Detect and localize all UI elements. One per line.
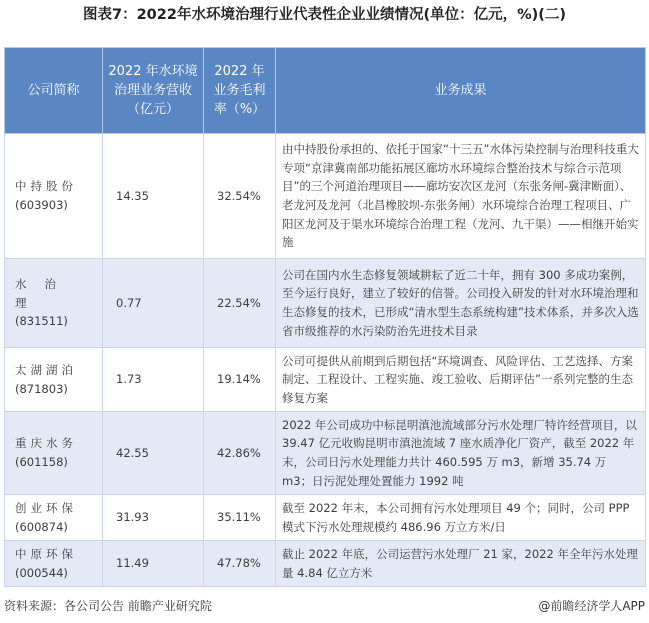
table-row <box>5 348 646 412</box>
table-header-row <box>5 48 646 134</box>
company-name: 中原环保 <box>15 546 77 561</box>
margin-cell: 19.14% <box>204 348 276 412</box>
margin-cell: 35.11% <box>204 495 276 541</box>
revenue-cell: 0.77 <box>103 259 204 348</box>
header-revenue: 2022 年水环境治理业务营收（亿元） <box>103 48 204 134</box>
revenue-cell: 31.93 <box>103 495 204 541</box>
revenue-cell: 42.55 <box>103 412 204 495</box>
revenue-cell: 14.35 <box>103 134 204 259</box>
results-cell: 公司在国内水生态修复领域耕耘了近二十年，拥有 300 多成功案例，至今运行良好，建立了较好的信誉。公司投入研发的针对水环境治理和生态修复的技术，已形成“清水型生态系统构建”技术体系，并多次入选省市级推荐的水污染防治先进技术目录 <box>276 259 646 348</box>
results-cell: 公司可提供从前期到后期包括“环境调查、风险评估、工艺选择、方案制定、工程设计、工程实施、竣工验收、后期评估”一系列完整的生态修复方案 <box>276 348 646 412</box>
company-cell <box>5 348 103 412</box>
margin-cell: 22.54% <box>204 259 276 348</box>
table-row <box>5 412 646 495</box>
results-cell: 2022 年公司成功中标昆明滇池流域部分污水处理厂特许经营项目，以 39.47 亿元收购昆明市滇池流域 7 座水质净化厂资产，截至 2022 年末，公司日污水处理能力共计 460.595 万 m3，新增 35.74 万 m3；日污泥处理处置能力 1992 吨 <box>276 412 646 495</box>
company-cell <box>5 259 103 348</box>
page-title: 图表7：2022年水环境治理行业代表性企业业绩情况(单位：亿元，%)(二) <box>83 7 566 23</box>
margin-cell: 42.86% <box>204 412 276 495</box>
table-row <box>5 541 646 587</box>
company-code: (601158) <box>15 455 68 469</box>
performance-table <box>4 47 646 587</box>
results-cell: 截止 2022 年底，公司运营污水处理厂 21 家，2022 年全年污水处理量 4.84 亿立方米 <box>276 541 646 587</box>
results-cell: 截至 2022 年末，本公司拥有污水处理项目 49 个；同时，公司 PPP 模式下污水处理规模约 486.96 万立方米/日 <box>276 495 646 541</box>
company-code: (603903) <box>15 198 68 212</box>
margin-cell: 47.78% <box>204 541 276 587</box>
company-cell <box>5 134 103 259</box>
source-note: 资料来源：各公司公告 前瞻产业研究院 <box>4 599 212 613</box>
company-name: 创业环保 <box>15 500 77 515</box>
header-margin: 2022 年业务毛利率（%） <box>204 48 276 134</box>
table-row <box>5 134 646 259</box>
header-company: 公司简称 <box>5 48 103 134</box>
company-cell <box>5 495 103 541</box>
header-results: 业务成果 <box>276 48 646 134</box>
company-code: (871803) <box>15 381 68 396</box>
company-name: 重庆水务 <box>15 436 77 451</box>
company-name: 太湖湖泊 <box>15 362 77 377</box>
company-code: (831511) <box>15 314 68 329</box>
table-row <box>5 259 646 348</box>
company-code: (000544) <box>15 565 68 580</box>
margin-cell: 32.54% <box>204 134 276 259</box>
company-code: (600874) <box>15 519 68 534</box>
company-name: 中持股份 <box>15 179 77 194</box>
company-name: 水治理 <box>15 277 74 310</box>
company-cell <box>5 541 103 587</box>
results-cell: 由中持股份承担的、依托于国家“十三五”水体污染控制与治理科技重大专项“京津冀南部功能拓展区廊坊水环境综合整治技术与综合示范项目”的三个河道治理项目——廊坊安次区龙河（东张务闸-冀津断面）、老龙河及龙河（北昌橡胶坝-东张务闸）水环境综合治理工程项目、广阳区龙河及于渠水环境综合治理工程（龙河、九干渠）——相继开始实施 <box>276 134 646 259</box>
table-row <box>5 495 646 541</box>
revenue-cell: 1.73 <box>103 348 204 412</box>
company-cell <box>5 412 103 495</box>
brand-credit: @前瞻经济学人APP <box>538 599 645 613</box>
revenue-cell: 11.49 <box>103 541 204 587</box>
